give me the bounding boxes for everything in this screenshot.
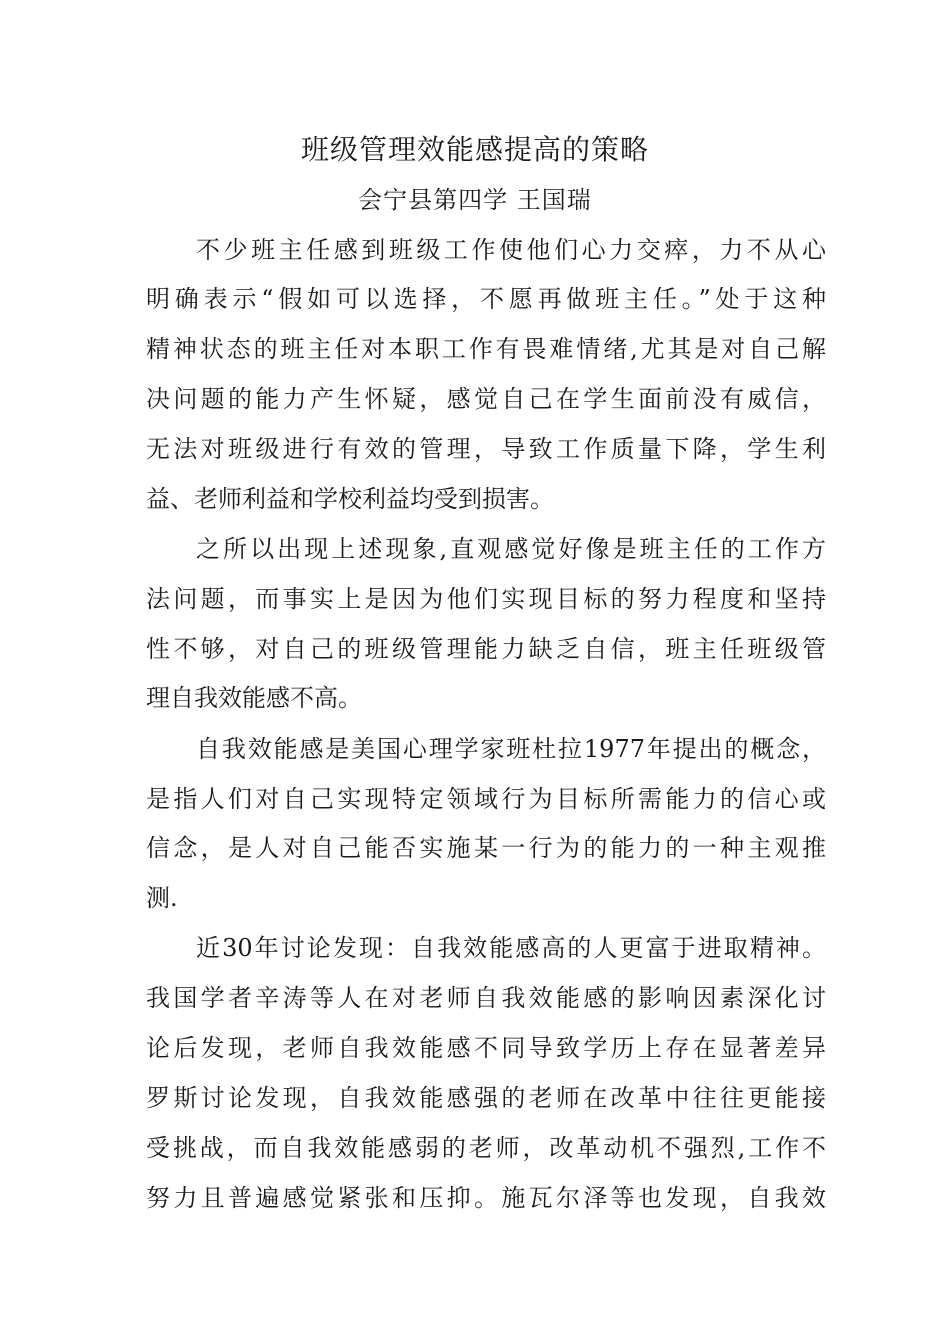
paragraph-line: 我国学者辛涛等人在对老师自我效能感的影响因素深化讨 xyxy=(146,984,826,1012)
paragraph-line: 罗斯讨论发现，自我效能感强的老师在改革中往往更能接 xyxy=(146,1084,826,1112)
paragraph-line: 理自我效能感不高。 xyxy=(146,684,362,712)
paragraph-line: 近30年讨论发现：自我效能感高的人更富于进取精神。 xyxy=(196,934,826,962)
paragraph-line: 是指人们对自己实现特定领域行为目标所需能力的信心或 xyxy=(146,785,826,813)
paragraph-line: 测. xyxy=(146,884,178,912)
paragraph-line: 不少班主任感到班级工作使他们心力交瘁，力不从心 xyxy=(196,236,826,264)
paragraph-line: 受挑战，而自我效能感弱的老师，改革动机不强烈,工作不 xyxy=(146,1134,826,1162)
paragraph-line: 明确表示“假如可以选择，不愿再做班主任。”处于这种 xyxy=(146,285,826,313)
author-line: 会宁县第四学 王国瑞 xyxy=(358,186,592,214)
paragraph-line: 法问题，而事实上是因为他们实现目标的努力程度和坚持 xyxy=(146,585,826,613)
paragraph-line: 决问题的能力产生怀疑，感觉自己在学生面前没有威信， xyxy=(146,385,826,413)
paragraph-line: 努力且普遍感觉紧张和压抑。施瓦尔泽等也发现，自我效 xyxy=(146,1184,826,1212)
paragraph-line: 论后发现，老师自我效能感不同导致学历上存在显著差异 xyxy=(146,1034,826,1062)
paragraph-line: 精神状态的班主任对本职工作有畏难情绪,尤其是对自己解 xyxy=(146,335,826,363)
paragraph-line: 信念，是人对自己能否实施某一行为的能力的一种主观推 xyxy=(146,834,826,862)
document-title: 班级管理效能感提高的策略 xyxy=(300,133,649,166)
paragraph-line: 性不够，对自己的班级管理能力缺乏自信，班主任班级管 xyxy=(146,635,826,663)
paragraph-line: 无法对班级进行有效的管理，导致工作质量下降，学生利 xyxy=(146,435,826,463)
paragraph-line: 之所以出现上述现象,直观感觉好像是班主任的工作方 xyxy=(196,535,826,563)
paragraph-line: 益、老师利益和学校利益均受到损害。 xyxy=(146,485,554,513)
paragraph-line: 自我效能感是美国心理学家班杜拉1977年提出的概念， xyxy=(196,735,826,763)
